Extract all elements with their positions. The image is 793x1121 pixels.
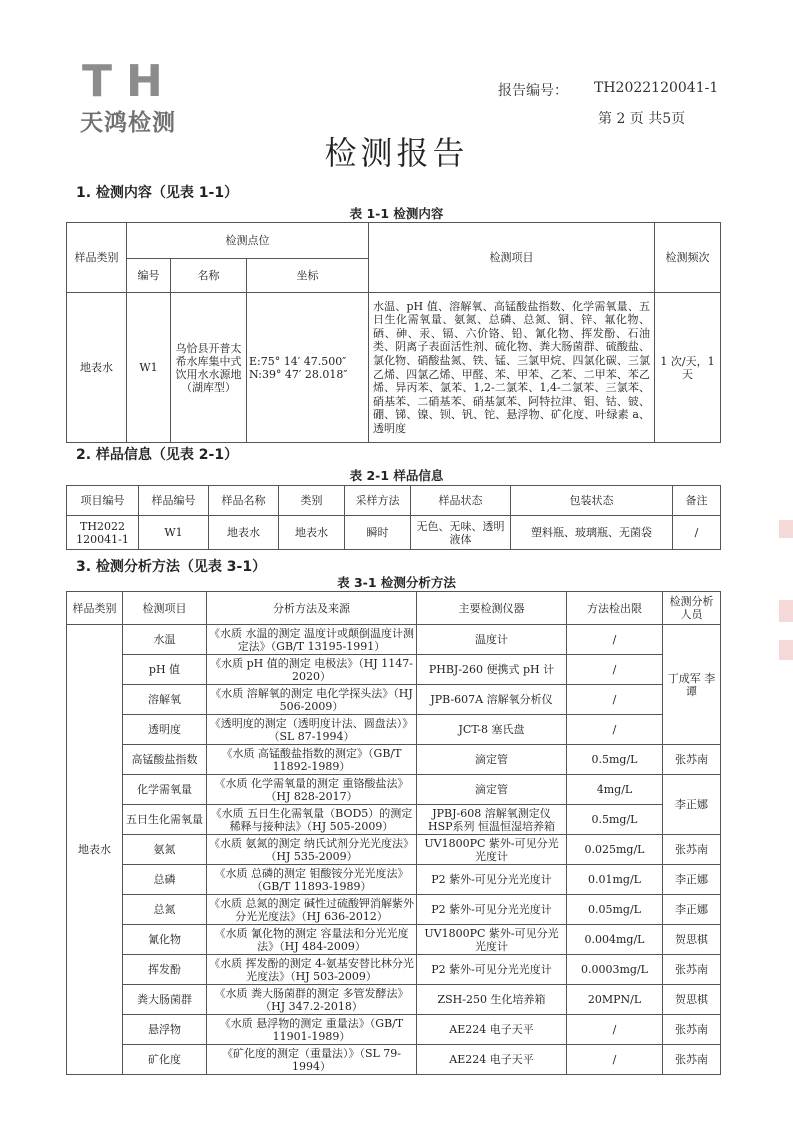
t3-item: 水温 <box>123 625 207 655</box>
t3-instrument: 滴定管 <box>417 745 567 775</box>
t3-staff: 贺思棋 <box>663 925 721 955</box>
t3-method: 《水质 五日生化需氧量（BOD5）的测定 稀释与接种法》（HJ 505-2009） <box>207 805 417 835</box>
t3-method: 《水质 水温的测定 温度计或颠倒温度计测定法》（GB/T 13195-1991） <box>207 625 417 655</box>
t3-method: 《水质 挥发酚的测定 4-氨基安替比林分光光度法》（HJ 503-2009） <box>207 955 417 985</box>
t3-instrument: AE224 电子天平 <box>417 1045 567 1075</box>
t2-sample-state: 无色、无味、透明液体 <box>411 516 511 550</box>
t3-instrument: 温度计 <box>417 625 567 655</box>
t3-instrument: P2 紫外-可见分光光度计 <box>417 895 567 925</box>
t3-item: 化学需氧量 <box>123 775 207 805</box>
t3-staff: 贺思棋 <box>663 985 721 1015</box>
t3-staff: 张苏南 <box>663 1045 721 1075</box>
t3-limit: 0.01mg/L <box>567 865 663 895</box>
seal-edge-mark <box>779 640 793 660</box>
table-2-1-caption: 表 2-1 样品信息 <box>349 468 444 483</box>
t3-item: 透明度 <box>123 715 207 745</box>
t3-method: 《水质 氰化物的测定 容量法和分光光度法》（HJ 484-2009） <box>207 925 417 955</box>
t3-item: 氨氮 <box>123 835 207 865</box>
t1-items: 水温、pH 值、溶解氧、高锰酸盐指数、化学需氧量、五日生化需氧量、氨氮、总磷、总氮、铜、锌、氟化物、硒、砷、汞、镉、六价铬、铅、氰化物、挥发酚、石油类、阴离子表面活性剂、硫化物、粪大肠菌群、硫酸盐、氯化物、硝酸盐氮、铁、锰、三氯甲烷、四氯化碳、三氯乙烯、四氯乙烯、甲醛、苯、甲苯、乙苯、二甲苯、苯乙烯、异丙苯、氯苯、1,2-二氯苯、1,4-二氯苯、三氯苯、硝基苯、二硝基苯、硝基氯苯、阿特拉津、钼、钴、铍、硼、锑、镍、钡、钒、铊、悬浮物、矿化度、叶绿素 a、透明度 <box>369 293 655 443</box>
t3-item: 悬浮物 <box>123 1015 207 1045</box>
t3-item: 氰化物 <box>123 925 207 955</box>
t3-instrument: JPB-607A 溶解氧分析仪 <box>417 685 567 715</box>
t3-item: 矿化度 <box>123 1045 207 1075</box>
t1-coord-e: E:75° 14′ 47.500″ <box>249 354 347 368</box>
t3-limit: / <box>567 715 663 745</box>
t3-method: 《水质 总磷的测定 钼酸铵分光光度法》（GB/T 11893-1989） <box>207 865 417 895</box>
t3-method: 《水质 氨氮的测定 纳氏试剂分光光度法》（HJ 535-2009） <box>207 835 417 865</box>
t3-limit: 4mg/L <box>567 775 663 805</box>
page-title: 检测报告 <box>324 134 469 172</box>
t3-item: 挥发酚 <box>123 955 207 985</box>
t3-header: 样品类别 <box>67 592 123 625</box>
t3-method: 《水质 溶解氧的测定 电化学探头法》（HJ 506-2009） <box>207 685 417 715</box>
table-2-1 <box>66 485 721 550</box>
section-3-heading: 3. 检测分析方法（见表 3-1） <box>76 559 267 575</box>
t3-item: 粪大肠菌群 <box>123 985 207 1015</box>
t2-sample-name: 地表水 <box>209 516 279 550</box>
t3-item: 高锰酸盐指数 <box>123 745 207 775</box>
t3-staff: 丁成军 李谭 <box>663 625 721 745</box>
t3-method: 《矿化度的测定（重量法）》（SL 79-1994） <box>207 1045 417 1075</box>
t3-limit: / <box>567 625 663 655</box>
t3-item: 溶解氧 <box>123 685 207 715</box>
t3-instrument: ZSH-250 生化培养箱 <box>417 985 567 1015</box>
t3-header: 检测分析人员 <box>663 592 721 625</box>
t2-header: 样品状态 <box>411 486 511 516</box>
t3-method: 《水质 高锰酸盐指数的测定》（GB/T 11892-1989） <box>207 745 417 775</box>
t3-limit: 0.004mg/L <box>567 925 663 955</box>
t3-method: 《水质 粪大肠菌群的测定 多管发酵法》（HJ 347.2-2018） <box>207 985 417 1015</box>
t1-frequency: 1 次/天，1天 <box>655 293 721 443</box>
t3-staff: 张苏南 <box>663 1015 721 1045</box>
t3-instrument: 滴定管 <box>417 775 567 805</box>
t1-name: 乌恰县开普太希水库集中式饮用水水源地（湖库型） <box>171 293 247 443</box>
t3-limit: 0.05mg/L <box>567 895 663 925</box>
t3-limit: 0.5mg/L <box>567 745 663 775</box>
report-no: TH2022120041-1 <box>594 80 719 96</box>
t3-staff: 张苏南 <box>663 835 721 865</box>
logo-name: 天鸿检测 <box>80 110 176 136</box>
t3-item: pH 值 <box>123 655 207 685</box>
table-1-1-caption: 表 1-1 检测内容 <box>349 206 444 221</box>
table-3-1-caption: 表 3-1 检测分析方法 <box>337 575 456 590</box>
t3-instrument: PHBJ-260 便携式 pH 计 <box>417 655 567 685</box>
section-2-heading: 2. 样品信息（见表 2-1） <box>76 447 239 463</box>
t2-header: 样品编号 <box>139 486 209 516</box>
t3-limit: / <box>567 1015 663 1045</box>
t1-coord-n: N:39° 47′ 28.018″ <box>249 367 348 381</box>
t2-project-no: TH2022 120041-1 <box>67 516 139 550</box>
logo-letters: TH <box>82 56 177 107</box>
t3-method: 《水质 总氮的测定 碱性过硫酸钾消解紫外分光光度法》（HJ 636-2012） <box>207 895 417 925</box>
section-1-heading: 1. 检测内容（见表 1-1） <box>76 185 239 201</box>
company-logo <box>78 56 208 136</box>
t3-item: 总磷 <box>123 865 207 895</box>
t3-instrument: P2 紫外-可见分光光度计 <box>417 865 567 895</box>
t1-header-item: 检测项目 <box>369 223 655 293</box>
t3-staff: 李正娜 <box>663 895 721 925</box>
t2-header: 采样方法 <box>345 486 411 516</box>
t2-remark: / <box>673 516 721 550</box>
page-indicator: 第 2 页 共5页 <box>598 111 686 127</box>
t3-limit: 0.5mg/L <box>567 805 663 835</box>
t3-limit: 0.0003mg/L <box>567 955 663 985</box>
t1-no: W1 <box>127 293 171 443</box>
t2-sample-no: W1 <box>139 516 209 550</box>
t3-staff: 李正娜 <box>663 775 721 835</box>
t3-method: 《水质 化学需氧量的测定 重铬酸盐法》（HJ 828-2017） <box>207 775 417 805</box>
t3-header: 分析方法及来源 <box>207 592 417 625</box>
t3-item: 总氮 <box>123 895 207 925</box>
t2-header: 样品名称 <box>209 486 279 516</box>
t3-limit: / <box>567 1045 663 1075</box>
t3-instrument: AE224 电子天平 <box>417 1015 567 1045</box>
t1-coord <box>247 293 369 443</box>
t3-header: 方法检出限 <box>567 592 663 625</box>
t3-method: 《水质 pH 值的测定 电极法》（HJ 1147-2020） <box>207 655 417 685</box>
t2-header: 项目编号 <box>67 486 139 516</box>
table-3-1 <box>66 591 721 1075</box>
t2-header: 包装状态 <box>511 486 673 516</box>
t3-method: 《水质 悬浮物的测定 重量法》（GB/T 11901-1989） <box>207 1015 417 1045</box>
t3-limit: / <box>567 655 663 685</box>
t3-instrument: UV1800PC 紫外-可见分光光度计 <box>417 835 567 865</box>
t3-instrument: JCT-8 塞氏盘 <box>417 715 567 745</box>
report-no-label: 报告编号： <box>498 83 568 99</box>
t1-header-name: 名称 <box>171 259 247 293</box>
t1-header-category: 样品类别 <box>67 223 127 293</box>
t3-item: 五日生化需氧量 <box>123 805 207 835</box>
t3-staff: 张苏南 <box>663 745 721 775</box>
t1-header-no: 编号 <box>127 259 171 293</box>
t3-limit: / <box>567 685 663 715</box>
t3-staff: 李正娜 <box>663 865 721 895</box>
t2-header: 类别 <box>279 486 345 516</box>
t2-sampling-method: 瞬时 <box>345 516 411 550</box>
seal-edge-mark <box>779 520 793 538</box>
t3-instrument: UV1800PC 紫外-可见分光光度计 <box>417 925 567 955</box>
t1-header-point: 检测点位 <box>127 223 369 259</box>
t3-instrument: P2 紫外-可见分光光度计 <box>417 955 567 985</box>
t3-staff: 张苏南 <box>663 955 721 985</box>
t3-header: 检测项目 <box>123 592 207 625</box>
t3-instrument: JPBJ-608 溶解氧测定仪 HSP系列 恒温恒湿培养箱 <box>417 805 567 835</box>
t2-type: 地表水 <box>279 516 345 550</box>
t3-method: 《透明度的测定（透明度计法、圆盘法）》（SL 87-1994） <box>207 715 417 745</box>
t3-header: 主要检测仪器 <box>417 592 567 625</box>
t2-package-state: 塑料瓶、玻璃瓶、无菌袋 <box>511 516 673 550</box>
t2-header: 备注 <box>673 486 721 516</box>
t3-limit: 0.025mg/L <box>567 835 663 865</box>
t3-category: 地表水 <box>67 625 123 1075</box>
t1-header-frequency: 检测频次 <box>655 223 721 293</box>
t1-header-coord: 坐标 <box>247 259 369 293</box>
table-1-1 <box>66 222 721 443</box>
t1-category: 地表水 <box>67 293 127 443</box>
seal-edge-mark <box>779 600 793 622</box>
t3-limit: 20MPN/L <box>567 985 663 1015</box>
